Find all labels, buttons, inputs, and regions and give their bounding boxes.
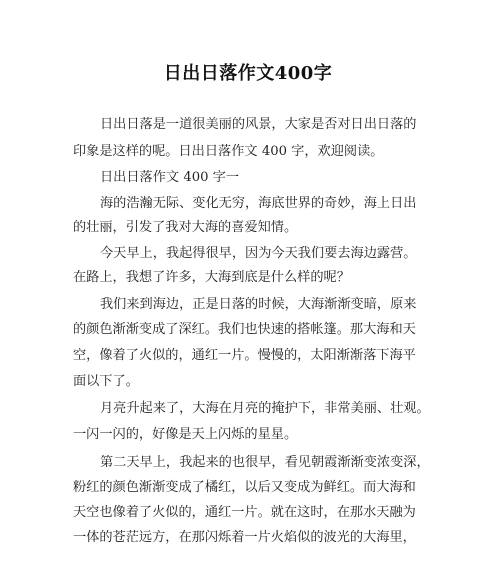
document-title: 日出日落作文400字 [163, 63, 333, 84]
paragraph-line: 日出日落是一道很美丽的风景，大家是否对日出日落的 [100, 117, 417, 132]
paragraph-line: 天空也像着了火似的，通红一片。就在这时，在那水天融为 [73, 505, 416, 520]
paragraph-line: 空，像着了火似的，通红一片。慢慢的，太阳渐渐落下海平 [73, 348, 416, 363]
paragraph-line: 今天早上，我起得很早，因为今天我们要去海边露营。 [100, 246, 417, 261]
paragraph-line: 的壮丽，引发了我对大海的喜爱知情。 [73, 220, 298, 235]
paragraph-line: 一体的苍茫远方，在那闪烁着一片火焰似的波光的大海里， [73, 530, 416, 545]
paragraph-line: 第二天早上，我起来的也很早，看见朝霞渐渐变浓变深， [100, 455, 430, 470]
paragraph-line: 面以下了。 [73, 374, 139, 389]
paragraph-line: 在路上，我想了许多，大海到底是什么样的呢？ [73, 270, 350, 285]
paragraph-line: 我们来到海边，正是日落的时候，大海渐渐变暗，原来 [100, 297, 417, 312]
paragraph-line: 印象是这样的呢。日出日落作文 400 字，欢迎阅读。 [73, 144, 384, 159]
paragraph-line: 的颜色渐渐变成了深红。我们也快速的搭帐篷。那大海和天 [73, 322, 416, 337]
paragraph-line: 月亮升起来了，大海在月亮的掩护下，非常美丽、壮观。 [100, 401, 430, 416]
section-heading: 日出日落作文 400 字一 [100, 170, 240, 185]
paragraph-line: 粉红的颜色渐渐变成了橘红，以后又变成为鲜红。而大海和 [73, 480, 416, 495]
paragraph-line: 一闪一闪的，好像是天上闪烁的星星。 [73, 427, 298, 442]
paragraph-line: 海的浩瀚无际、变化无穷，海底世界的奇妙，海上日出 [100, 196, 417, 211]
